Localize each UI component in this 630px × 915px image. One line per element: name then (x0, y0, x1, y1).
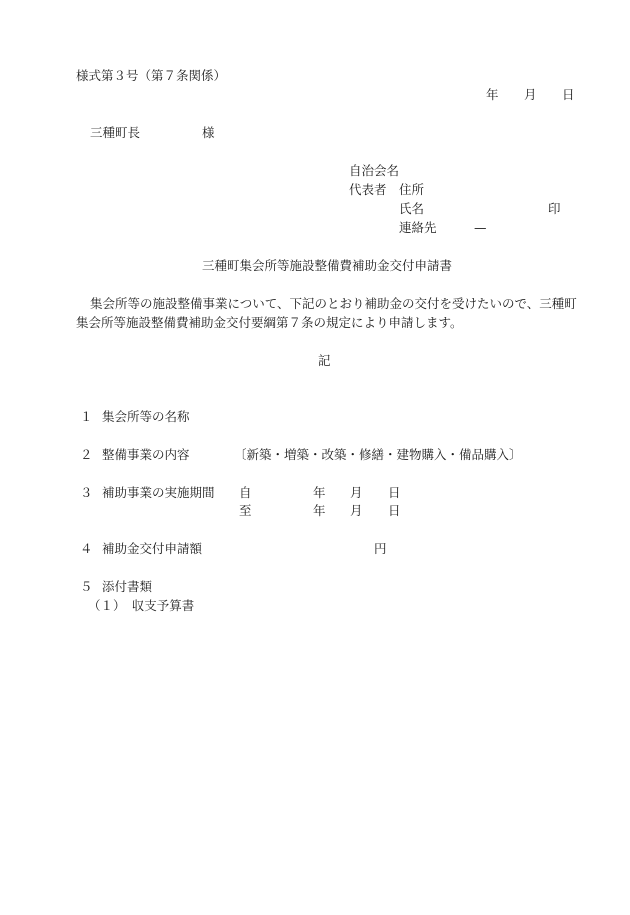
form-number: 様式第３号（第７条関係） (76, 68, 227, 83)
document-title: 三種町集会所等施設整備費補助金交付申請書 (202, 258, 453, 273)
ki-heading: 記 (318, 353, 331, 368)
item-4-label: 補助金交付申請額 (102, 541, 203, 556)
item-1-number: １ (80, 409, 93, 424)
item-3-number: ３ (80, 485, 93, 500)
contact-dash: — (474, 220, 487, 235)
address-label: 住所 (399, 182, 425, 197)
item-5-label: 添付書類 (102, 579, 153, 594)
name-label: 氏名 (399, 201, 425, 216)
date-day-label: 日 (562, 87, 575, 102)
addressee-name: 三種町長 (90, 125, 141, 140)
item-4-unit: 円 (374, 541, 387, 556)
org-name-label: 自治会名 (349, 163, 400, 178)
item-2-number: ２ (80, 447, 93, 462)
item-5-sub-1: （１） 収支予算書 (88, 598, 195, 613)
addressee-honorific: 様 (202, 125, 215, 140)
period-to-month: 月 (350, 503, 363, 518)
period-to-day: 日 (388, 503, 401, 518)
item-4-number: ４ (80, 541, 93, 556)
item-5-number: ５ (80, 579, 93, 594)
period-from-label: 自 (239, 485, 252, 500)
representative-label: 代表者 (349, 182, 387, 197)
body-line-2: 集会所等施設整備費補助金交付要綱第７条の規定により申請します。 (76, 315, 463, 330)
body-line-1: 集会所等の施設整備事業について、下記のとおり補助金の交付を受けたいので、三種町 (90, 296, 577, 311)
date-year-label: 年 (486, 87, 499, 102)
period-to-year: 年 (313, 503, 326, 518)
period-to-label: 至 (239, 503, 252, 518)
seal-mark: 印 (548, 201, 561, 216)
period-from-day: 日 (388, 485, 401, 500)
period-from-month: 月 (350, 485, 363, 500)
contact-label: 連絡先 (399, 220, 437, 235)
date-month-label: 月 (524, 87, 537, 102)
item-2-label: 整備事業の内容 (102, 447, 190, 462)
period-from-year: 年 (313, 485, 326, 500)
item-1-label: 集会所等の名称 (102, 409, 190, 424)
item-3-label: 補助事業の実施期間 (102, 485, 215, 500)
item-2-options: 〔新築・増築・改築・修繕・建物購入・備品購入〕 (234, 447, 522, 462)
